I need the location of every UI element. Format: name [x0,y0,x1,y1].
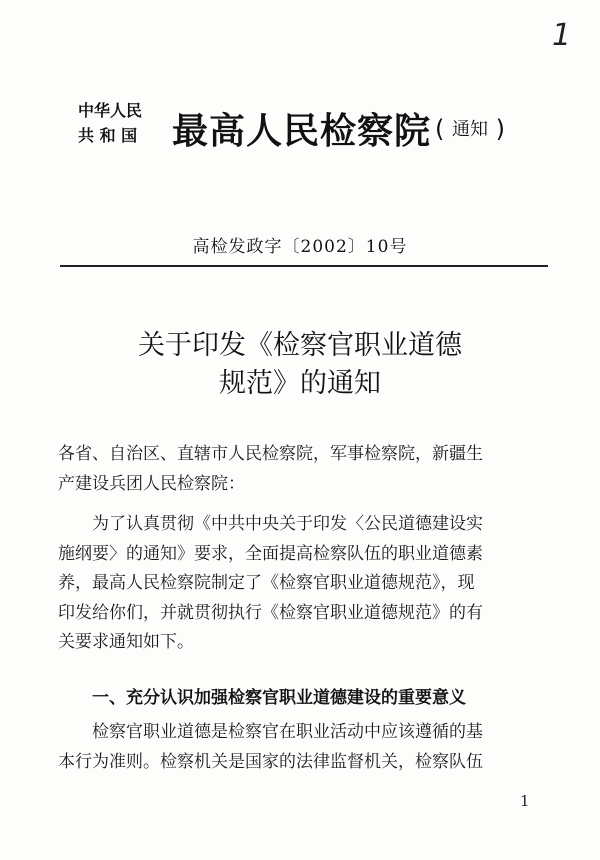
header-org-line-2: 共 和 国 [78,126,138,145]
addressee-line-2: 产建设兵团人民检察院： [58,473,245,494]
body-1-line-2: 施纲要〉的通知》要求，全面提高检察队伍的职业道德素 [58,543,483,564]
body-paragraph-2 [58,718,550,777]
header-main-title: 最高人民检察院 [172,110,432,152]
handwritten-page-mark: 1 [552,18,572,53]
header-org-line-1: 中华人民 [78,101,143,120]
body-1-line-3: 养，最高人民检察院制定了《检察官职业道德规范》，现 [58,573,475,593]
document-number: 高检发政字〔2002〕10号 [192,237,408,257]
body-2-line-2: 本行为准则。检察机关是国家的法律监督机关，检察队伍 [58,751,483,772]
body-1-line-1: 为了认真贯彻《中共中央关于印发〈公民道德建设实 [92,514,483,534]
header-org-name [78,98,178,148]
body-1-line-4: 印发给你们，并就贯彻执行《检察官职业道德规范》的有 [58,602,483,623]
body-2-line-1: 检察官职业道德是检察官在职业活动中应该遵循的基 [92,722,483,742]
header-divider [60,265,548,267]
paren-open: ( [435,115,445,143]
body-1-line-5: 关要求通知如下。 [58,632,194,652]
header-notice-label [435,115,505,143]
paren-close: ) [495,115,506,143]
addressee-line-1: 各省、自治区、直辖市人民检察院，军事检察院，新疆生 [58,444,483,464]
title-line-1: 关于印发《检察官职业道德 [138,330,462,361]
notice-label-text: 通知 [452,119,489,140]
title-line-2: 规范》的通知 [219,368,381,399]
body-paragraph-1 [58,510,550,658]
document-title [0,327,600,403]
addressee-paragraph [58,440,550,499]
section-1-heading: 一、充分认识加强检察官职业道德建设的重要意义 [92,688,466,708]
page-number: 1 [520,792,530,810]
